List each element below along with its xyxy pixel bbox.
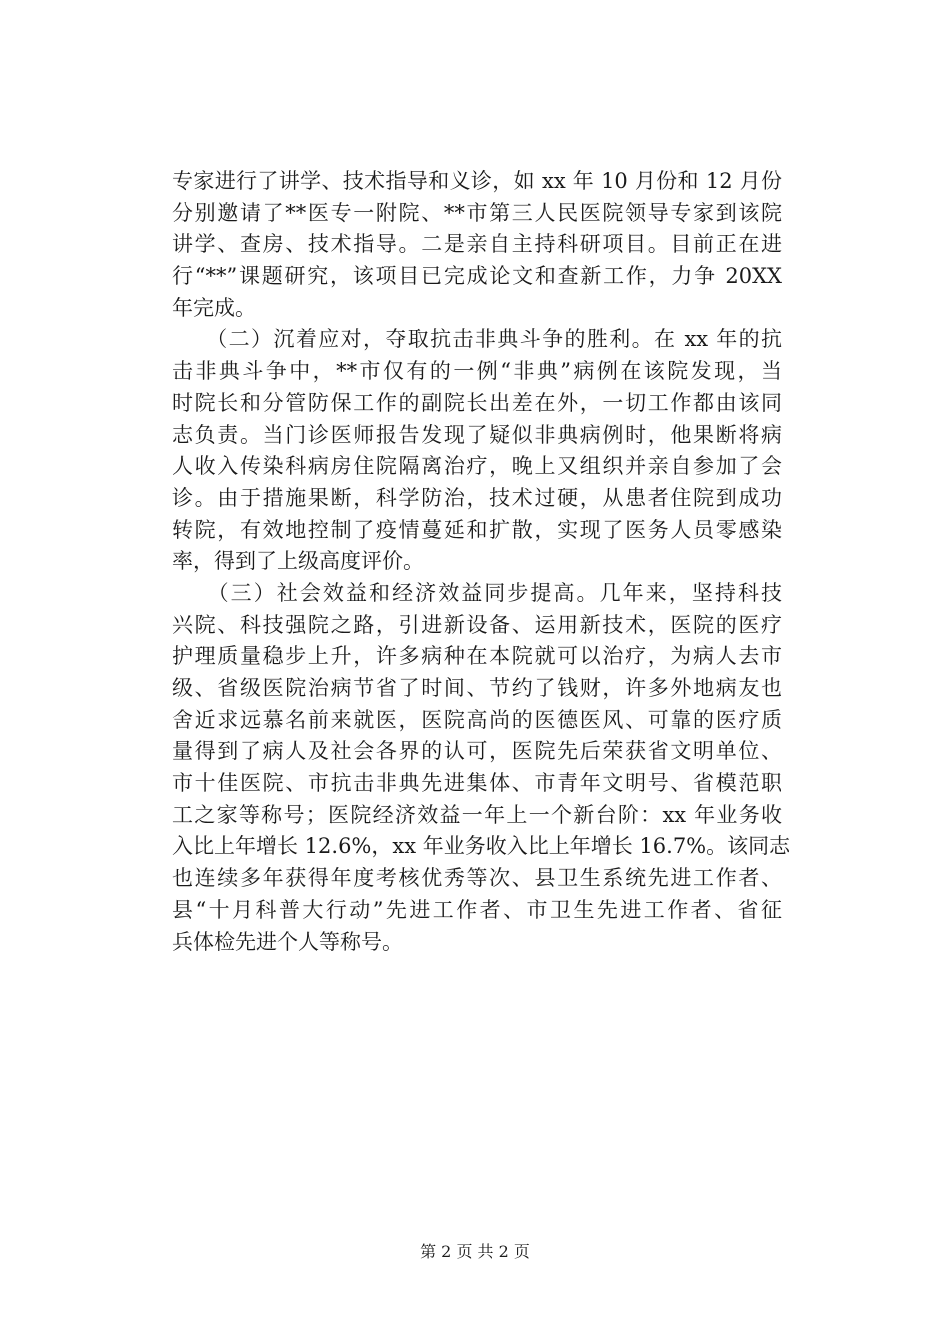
body-text (172, 166, 791, 958)
text-line: 县“十月科普大行动”先进工作者、市卫生先进工作者、省征 (172, 897, 782, 922)
page-number-footer: 第 2 页 共 2 页 (420, 1242, 530, 1261)
text-line: 时院长和分管防保工作的副院长出差在外，一切工作都由该同 (172, 390, 782, 415)
text-line: 率，得到了上级高度评价。 (172, 549, 424, 574)
text-line: 志负责。当门诊医师报告发现了疑似非典病例时，他果断将病 (172, 422, 782, 447)
text-line: （二）沉着应对，夺取抗击非典斗争的胜利。在 xx 年的抗 (172, 327, 782, 352)
text-line: 人收入传染科病房住院隔离治疗，晚上又组织并亲自参加了会 (172, 454, 782, 479)
text-line: 兵体检先进个人等称号。 (172, 929, 403, 954)
text-line: 讲学、查房、技术指导。二是亲自主持科研项目。目前正在进 (172, 232, 782, 257)
text-line: 舍近求远慕名前来就医，医院高尚的医德医风、可靠的医疗质 (172, 707, 782, 732)
text-line: 工之家等称号；医院经济效益一年上一个新台阶：xx 年业务收 (172, 802, 782, 827)
text-line: 护理质量稳步上升，许多病种在本院就可以治疗，为病人去市 (172, 644, 782, 669)
text-line: 行“**”课题研究，该项目已完成论文和查新工作，力争 20XX (172, 264, 782, 289)
text-line: 市十佳医院、市抗击非典先进集体、市青年文明号、省模范职 (172, 771, 782, 796)
text-line: 级、省级医院治病节省了时间、节约了钱财，许多外地病友也 (172, 676, 782, 700)
text-line: 专家进行了讲学、技术指导和义诊，如 xx 年 10 月份和 12 月份 (172, 169, 782, 193)
text-line: 入比上年增长 12.6%，xx 年业务收入比上年增长 16.7%。该同志 (172, 834, 791, 859)
text-line: 也连续多年获得年度考核优秀等次、县卫生系统先进工作者、 (172, 866, 782, 891)
text-line: （三）社会效益和经济效益同步提高。几年来，坚持科技 (172, 580, 782, 605)
text-line: 年完成。 (172, 295, 256, 320)
text-line: 量得到了病人及社会各界的认可，医院先后荣获省文明单位、 (172, 739, 782, 764)
text-line: 转院，有效地控制了疫情蔓延和扩散，实现了医务人员零感染 (172, 517, 782, 542)
text-line: 分别邀请了**医专一附院、**市第三人民医院领导专家到该院 (172, 200, 782, 225)
text-line: 兴院、科技强院之路，引进新设备、运用新技术，医院的医疗 (172, 612, 782, 637)
text-line: 诊。由于措施果断，科学防治，技术过硬，从患者住院到成功 (172, 485, 782, 510)
text-line: 击非典斗争中，**市仅有的一例“非典”病例在该院发现，当 (172, 359, 782, 384)
